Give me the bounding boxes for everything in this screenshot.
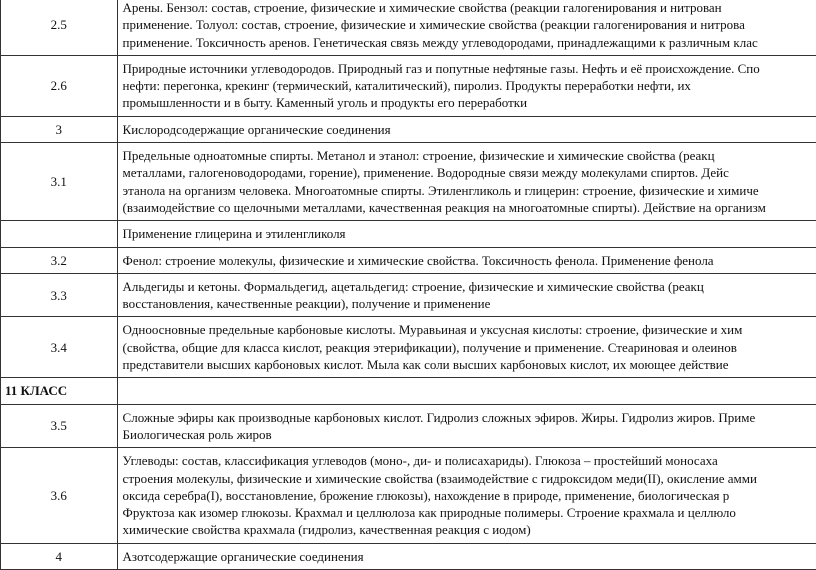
table-row <box>1 221 816 247</box>
section-number: 4 <box>1 543 118 569</box>
topic-description <box>117 143 816 221</box>
topic-description <box>117 116 816 142</box>
topic-description <box>117 448 816 543</box>
section-number: 3.4 <box>1 317 118 378</box>
topic-line: промышленности и в быту. Каменный уголь и продукты его переработки <box>123 94 816 111</box>
section-number: 3.1 <box>1 143 118 221</box>
topic-line: представители высших карбоновых кислот. Мыла как соли высших карбоновых кислот, их моющее действие <box>123 356 816 373</box>
topic-line: Природные источники углеводородов. Природный газ и попутные нефтяные газы. Нефть и её происхождение. Спо <box>123 60 816 77</box>
topic-line: Применение глицерина и этиленгликоля <box>123 225 816 242</box>
table-row <box>1 543 816 569</box>
topic-description <box>117 55 816 116</box>
section-number: 3.3 <box>1 273 118 317</box>
table-row <box>1 0 816 55</box>
topic-description <box>117 247 816 273</box>
table-row <box>1 448 816 543</box>
grade-heading: 11 КЛАСС <box>1 378 118 404</box>
topic-description <box>117 404 816 448</box>
topic-line: металлами, галогеноводородами, горение), применение. Водородные связи между молекулами спиртов. Дейс <box>123 164 816 181</box>
topic-line: этанола на организм человека. Многоатомные спирты. Этиленгликоль и глицерин: строение, физические и химиче <box>123 182 816 199</box>
table-body <box>1 0 816 570</box>
table-row <box>1 55 816 116</box>
topic-line: (взаимодействие со щелочными металлами, качественная реакция на многоатомные спирты). Действие на организм <box>123 199 816 216</box>
topic-line: Альдегиды и кетоны. Формальдегид, ацетальдегид: строение, физические и химические свойства (реакц <box>123 278 816 295</box>
table-row <box>1 404 816 448</box>
table-row <box>1 317 816 378</box>
topic-line: Фруктоза как изомер глюкозы. Крахмал и целлюлоза как природные полимеры. Строение крахмала и целлюло <box>123 504 816 521</box>
topic-description <box>117 317 816 378</box>
topic-line: нефти: перегонка, крекинг (термический, каталитический), пиролиз. Продукты переработки нефти, их <box>123 77 816 94</box>
table-row <box>1 378 816 404</box>
topic-line: строения молекулы, физические и химические свойства (взаимодействие с гидроксидом меди(II), окисление амми <box>123 470 816 487</box>
topic-line: Одноосновные предельные карбоновые кислоты. Муравьиная и уксусная кислоты: строение, физические и хим <box>123 321 816 338</box>
table-row <box>1 247 816 273</box>
section-number: 3.2 <box>1 247 118 273</box>
topic-line: (свойства, общие для класса кислот, реакция этерификации), получение и применение. Стеариновая и олеинов <box>123 339 816 356</box>
topic-description <box>117 543 816 569</box>
topic-line: Фенол: строение молекулы, физические и химические свойства. Токсичность фенола. Применение фенола <box>123 252 816 269</box>
topic-line: Азотсодержащие органические соединения <box>123 548 816 565</box>
topic-line: оксида серебра(I), восстановление, брожение глюкозы), нахождение в природе, применение, биологическая р <box>123 487 816 504</box>
section-number <box>1 221 118 247</box>
topic-line: Кислородсодержащие органические соединения <box>123 121 816 138</box>
topic-line: Биологическая роль жиров <box>123 426 816 443</box>
topic-line: Углеводы: состав, классификация углеводов (моно-, ди- и полисахариды). Глюкоза – простейший моносаха <box>123 452 816 469</box>
empty-topic-cell <box>117 378 816 404</box>
topic-line: Арены. Бензол: состав, строение, физические и химические свойства (реакции галогенирования и нитрован <box>123 0 816 16</box>
section-number: 3.5 <box>1 404 118 448</box>
topic-line: химические свойства крахмала (гидролиз, качественная реакция с иодом) <box>123 521 816 538</box>
topic-description <box>117 221 816 247</box>
section-number: 2.6 <box>1 55 118 116</box>
topic-description <box>117 0 816 55</box>
table-row <box>1 143 816 221</box>
table-row <box>1 116 816 142</box>
topic-line: Сложные эфиры как производные карбоновых кислот. Гидролиз сложных эфиров. Жиры. Гидролиз жиров. Приме <box>123 409 816 426</box>
section-number: 3.6 <box>1 448 118 543</box>
section-number: 2.5 <box>1 0 118 55</box>
table-row <box>1 273 816 317</box>
topic-line: Предельные одноатомные спирты. Метанол и этанол: строение, физические и химические свойства (реакц <box>123 147 816 164</box>
section-number: 3 <box>1 116 118 142</box>
topic-line: восстановления, качественные реакции), получение и применение <box>123 295 816 312</box>
topic-description <box>117 273 816 317</box>
topic-line: применение. Толуол: состав, строение, физические и химические свойства (реакции галогенирования и нитрова <box>123 16 816 33</box>
topic-line: применение. Токсичность аренов. Генетическая связь между углеводородами, принадлежащими к различным клас <box>123 34 816 51</box>
